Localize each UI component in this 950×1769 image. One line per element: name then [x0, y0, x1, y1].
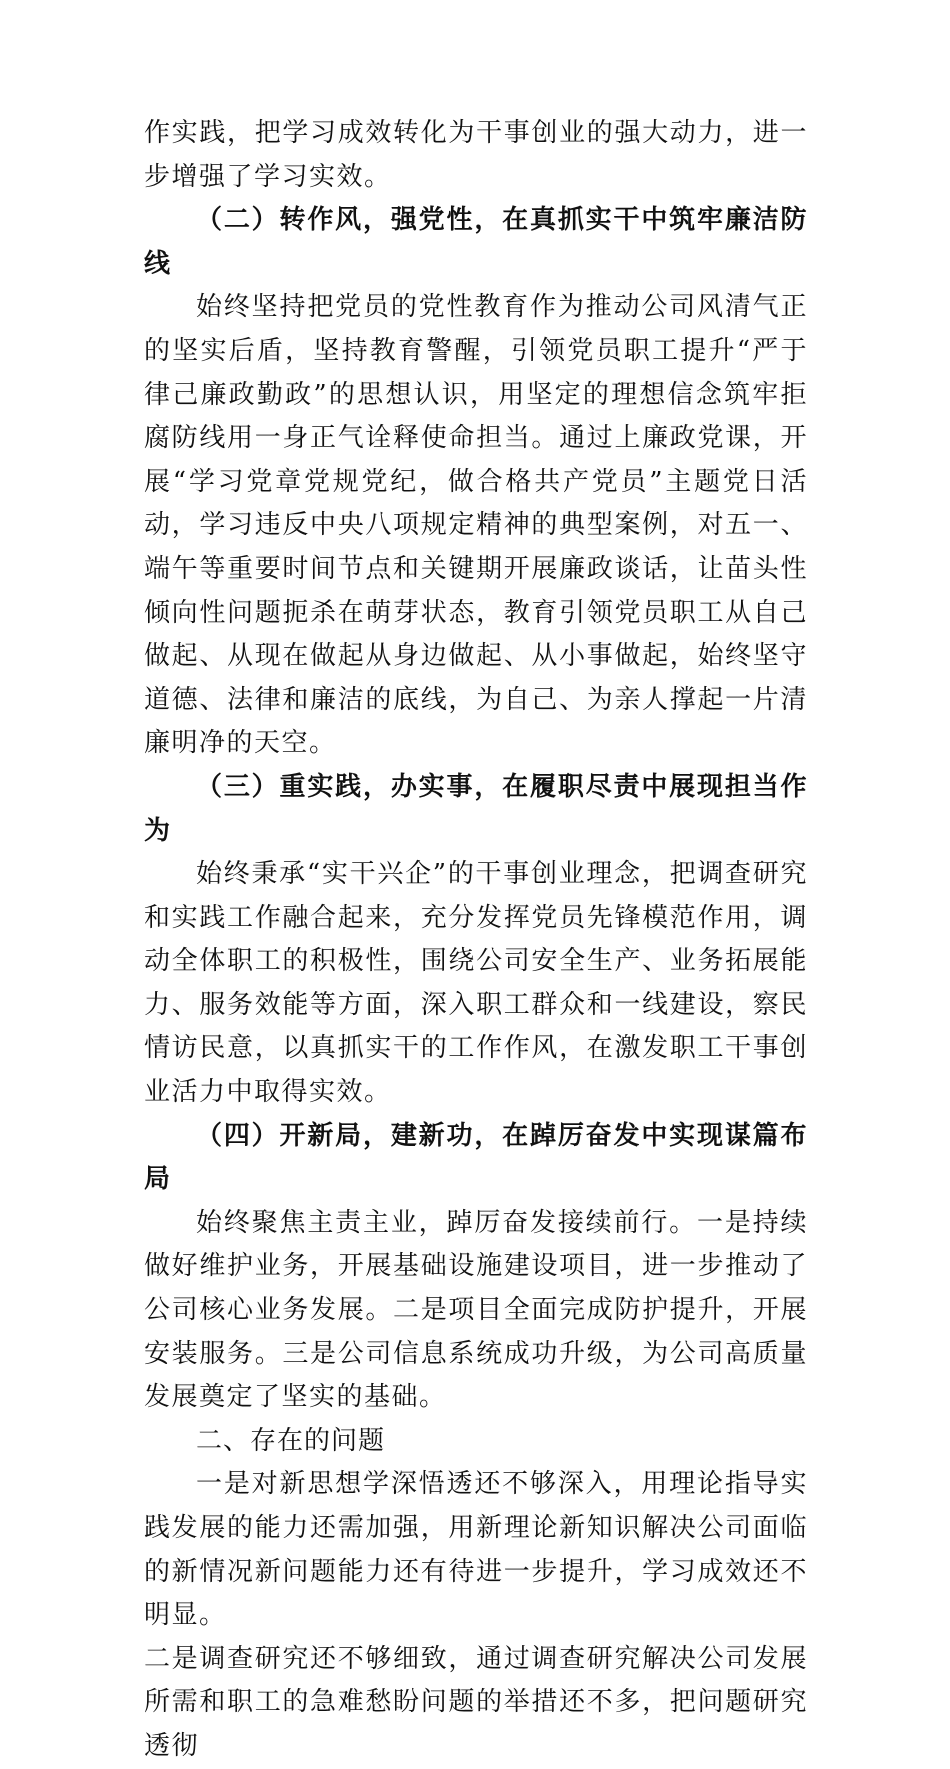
paragraph-practice: 始终秉承“实干兴企”的干事创业理念，把调查研究和实践工作融合起来，充分发挥党员先锋模范作用，调动全体职工的积极性，围绕公司安全生产、业务拓展能力、服务效能等方面，深入职工群众和一线建设，察民情访民意，以真抓实干的工作作风，在激发职工干事创业活力中取得实效。 — [144, 859, 808, 1108]
paragraph-problem-1: 一是对新思想学深悟透还不够深入，用理论指导实践发展的能力还需加强，用新理论新知识解决公司面临的新情况新问题能力还有待进一步提升，学习成效还不明显。 — [144, 1469, 808, 1631]
subheading-section-4: （四）开新局，建新功，在踔厉奋发中实现谋篇布局 — [144, 1120, 808, 1195]
document-body — [144, 112, 808, 1769]
paragraph-new-situation: 始终聚焦主责主业，踔厉奋发接续前行。一是持续做好维护业务，开展基础设施建设项目，进一步推动了公司核心业务发展。二是项目全面完成防护提升，开展安装服务。三是公司信息系统成功升级，为公司高质量发展奠定了坚实的基础。 — [144, 1207, 808, 1413]
paragraph-problem-2: 二是调查研究还不够细致，通过调查研究解决公司发展所需和职工的急难愁盼问题的举措还不多，把问题研究透彻 — [144, 1643, 808, 1761]
subheading-section-2: （二）转作风，强党性，在真抓实干中筑牢廉洁防线 — [144, 205, 808, 279]
heading-existing-problems: 二、存在的问题 — [196, 1425, 386, 1456]
subheading-section-3: （三）重实践，办实事，在履职尽责中展现担当作为 — [144, 771, 808, 846]
paragraph-continuation: 作实践，把学习成效转化为干事创业的强大动力，进一步增强了学习实效。 — [144, 118, 808, 192]
paragraph-integrity: 始终坚持把党员的党性教育作为推动公司风清气正的坚实后盾，坚持教育警醒，引领党员职工提升“严于律己廉政勤政”的思想认识，用坚定的理想信念筑牢拒腐防线用一身正气诠释使命担当。通过上廉政党课，开展“学习党章党规党纪，做合格共产党员”主题党日活动，学习违反中央八项规定精神的典型案例，对五一、端午等重要时间节点和关键期开展廉政谈话，让苗头性倾向性问题扼杀在萌芽状态，教育引领党员职工从自己做起、从现在做起从身边做起、从小事做起，始终坚守道德、法律和廉洁的底线，为自己、为亲人撑起一片清廉明净的天空。 — [144, 292, 808, 759]
